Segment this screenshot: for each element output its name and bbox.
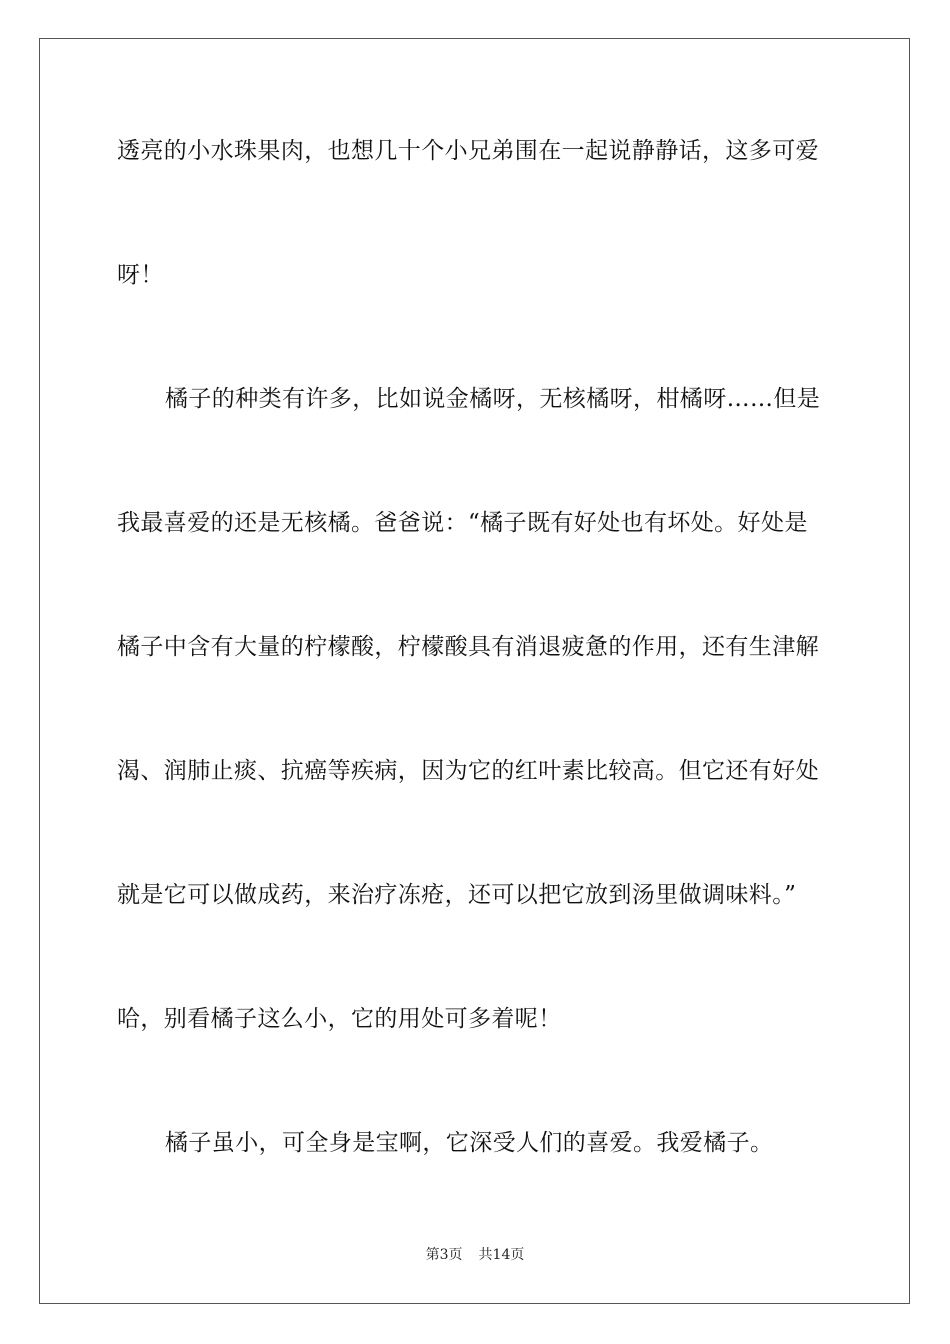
text-line-1: 透亮的小水珠果肉，也想几十个小兄弟围在一起说静静话，这多可爱 — [117, 138, 819, 164]
page-border — [39, 38, 910, 1304]
page-footer — [0, 1246, 950, 1264]
text-line-7: 就是它可以做成药，来治疗冻疮，还可以把它放到汤里做调味料。” — [117, 882, 797, 908]
page-number: 第3页 — [425, 1247, 463, 1263]
text-line-5: 橘子中含有大量的柠檬酸，柠檬酸具有消退疲惫的作用，还有生津解 — [117, 634, 819, 660]
text-line-2: 呀！ — [117, 262, 164, 288]
page-total: 共14页 — [478, 1247, 525, 1263]
text-line-6: 渴、润肺止痰、抗癌等疾病，因为它的红叶素比较高。但它还有好处 — [117, 758, 819, 784]
paragraph-3-start: 橘子虽小，可全身是宝啊，它深受人们的喜爱。我爱橘子。 — [165, 1130, 774, 1156]
paragraph-2-start: 橘子的种类有许多，比如说金橘呀，无核橘呀，柑橘呀……但是 — [165, 386, 821, 412]
text-line-4: 我最喜爱的还是无核橘。爸爸说：“橘子既有好处也有坏处。好处是 — [117, 510, 808, 536]
text-line-8: 哈，别看橘子这么小，它的用处可多着呢！ — [117, 1006, 562, 1032]
